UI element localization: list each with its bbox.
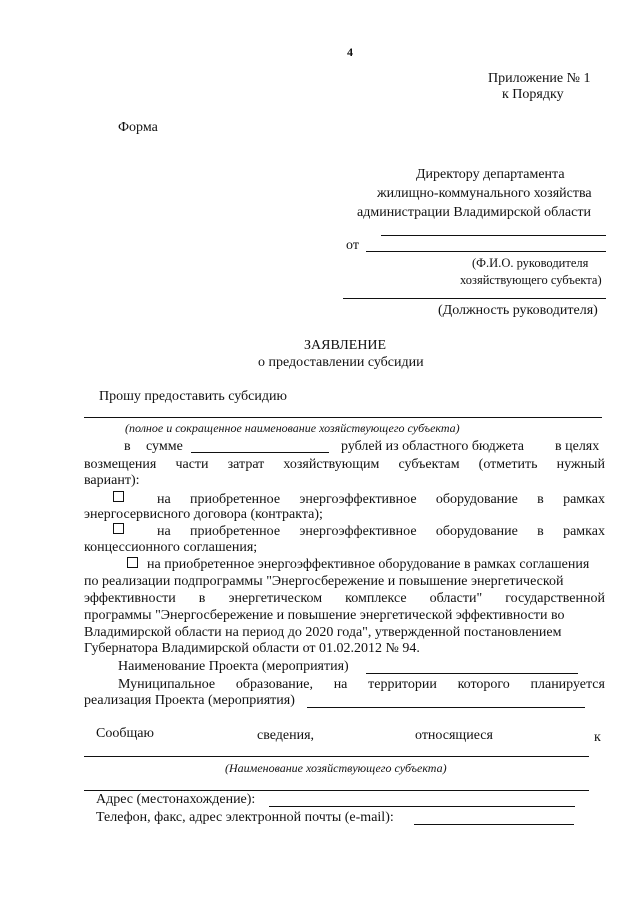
- option-2-checkbox[interactable]: [113, 520, 124, 538]
- inform-word-3: относящиеся: [415, 728, 493, 743]
- appendix-line-1: Приложение № 1: [488, 71, 591, 86]
- option-3-line-3: эффективности в энергетическом комплексе области" государственной: [84, 591, 605, 606]
- fio-caption-line-2: хозяйствующего субъекта): [460, 273, 602, 287]
- option-3-line-5: Владимирской области на период до 2020 года", утвержденной постановлением: [84, 625, 562, 640]
- option-2-line: на приобретенное энергоэффективное оборудование в рамках: [157, 524, 605, 539]
- option-3-line-4: программы "Энергосбережение и повышение энергетической эффективности во: [84, 608, 565, 623]
- fio-blank-line: [366, 251, 606, 252]
- inform-word-2: сведения,: [257, 728, 315, 743]
- document-subtitle: о предоставлении субсидии: [258, 355, 424, 370]
- entity-blank-line: [84, 417, 602, 418]
- municipality-line-2: реализация Проекта (мероприятия): [84, 693, 295, 708]
- option-3-line-2: по реализации подпрограммы "Энергосбережение и повышение энергетической: [84, 574, 564, 589]
- purpose-line-2: вариант):: [84, 473, 140, 488]
- address-blank-line[interactable]: [269, 806, 575, 807]
- municipality-blank-line[interactable]: [307, 707, 585, 708]
- contacts-blank-line[interactable]: [414, 824, 574, 825]
- option-1-cont: энергосервисного договора (контракта);: [84, 507, 323, 522]
- project-name-blank-line[interactable]: [366, 673, 578, 674]
- option-3-line-6: Губернатора Владимирской области от 01.02.2012 № 94.: [84, 641, 420, 656]
- sum-blank-line: [191, 452, 329, 453]
- position-blank-line: [343, 298, 606, 299]
- addressee-line-1: Директору департамента: [416, 167, 565, 182]
- sum-word-amount: сумме: [146, 439, 183, 454]
- purpose-line: возмещения части затрат хозяйствующим субъектам (отметить нужный: [84, 457, 605, 472]
- option-1-line: на приобретенное энергоэффективное оборудование в рамках: [157, 492, 605, 507]
- municipality-line: Муниципальное образование, на территории которого планируется: [118, 677, 605, 692]
- form-label: Форма: [118, 120, 158, 135]
- address-label: Адрес (местонахождение):: [96, 792, 256, 807]
- entity-name-blank-line[interactable]: [84, 756, 589, 757]
- entity-name-caption: (Наименование хозяйствующего субъекта): [225, 761, 447, 775]
- fio-caption-line-1: (Ф.И.О. руководителя: [472, 256, 589, 270]
- addressee-line-2: жилищно-коммунального хозяйства: [377, 186, 592, 201]
- request-text: Прошу предоставить субсидию: [99, 389, 287, 404]
- sum-word-in: в: [124, 439, 131, 454]
- sum-word-purpose: в целях: [555, 439, 600, 454]
- addressee-line-3: администрации Владимирской области: [357, 205, 591, 220]
- addressee-blank-line: [381, 235, 606, 236]
- page-number: 4: [347, 45, 353, 59]
- appendix-line-2: к Порядку: [502, 87, 564, 102]
- option-3-checkbox[interactable]: [127, 554, 138, 572]
- project-name-label: Наименование Проекта (мероприятия): [118, 659, 349, 674]
- from-label: от: [346, 238, 359, 253]
- document-title: ЗАЯВЛЕНИЕ: [304, 338, 387, 353]
- inform-word-1: Сообщаю: [96, 726, 154, 741]
- option-3-first: на приобретенное энергоэффективное оборудование в рамках соглашения: [147, 557, 590, 572]
- extra-blank-line[interactable]: [84, 790, 589, 791]
- sum-word-rubles: рублей из областного бюджета: [341, 439, 525, 454]
- contacts-label: Телефон, факс, адрес электронной почты (e-mail):: [96, 810, 394, 825]
- entity-caption: (полное и сокращенное наименование хозяйствующего субъекта): [125, 421, 460, 435]
- inform-word-4: к: [594, 730, 601, 745]
- position-caption: (Должность руководителя): [438, 303, 598, 318]
- option-2-cont: концессионного соглашения;: [84, 540, 258, 555]
- option-1-checkbox[interactable]: [113, 488, 124, 506]
